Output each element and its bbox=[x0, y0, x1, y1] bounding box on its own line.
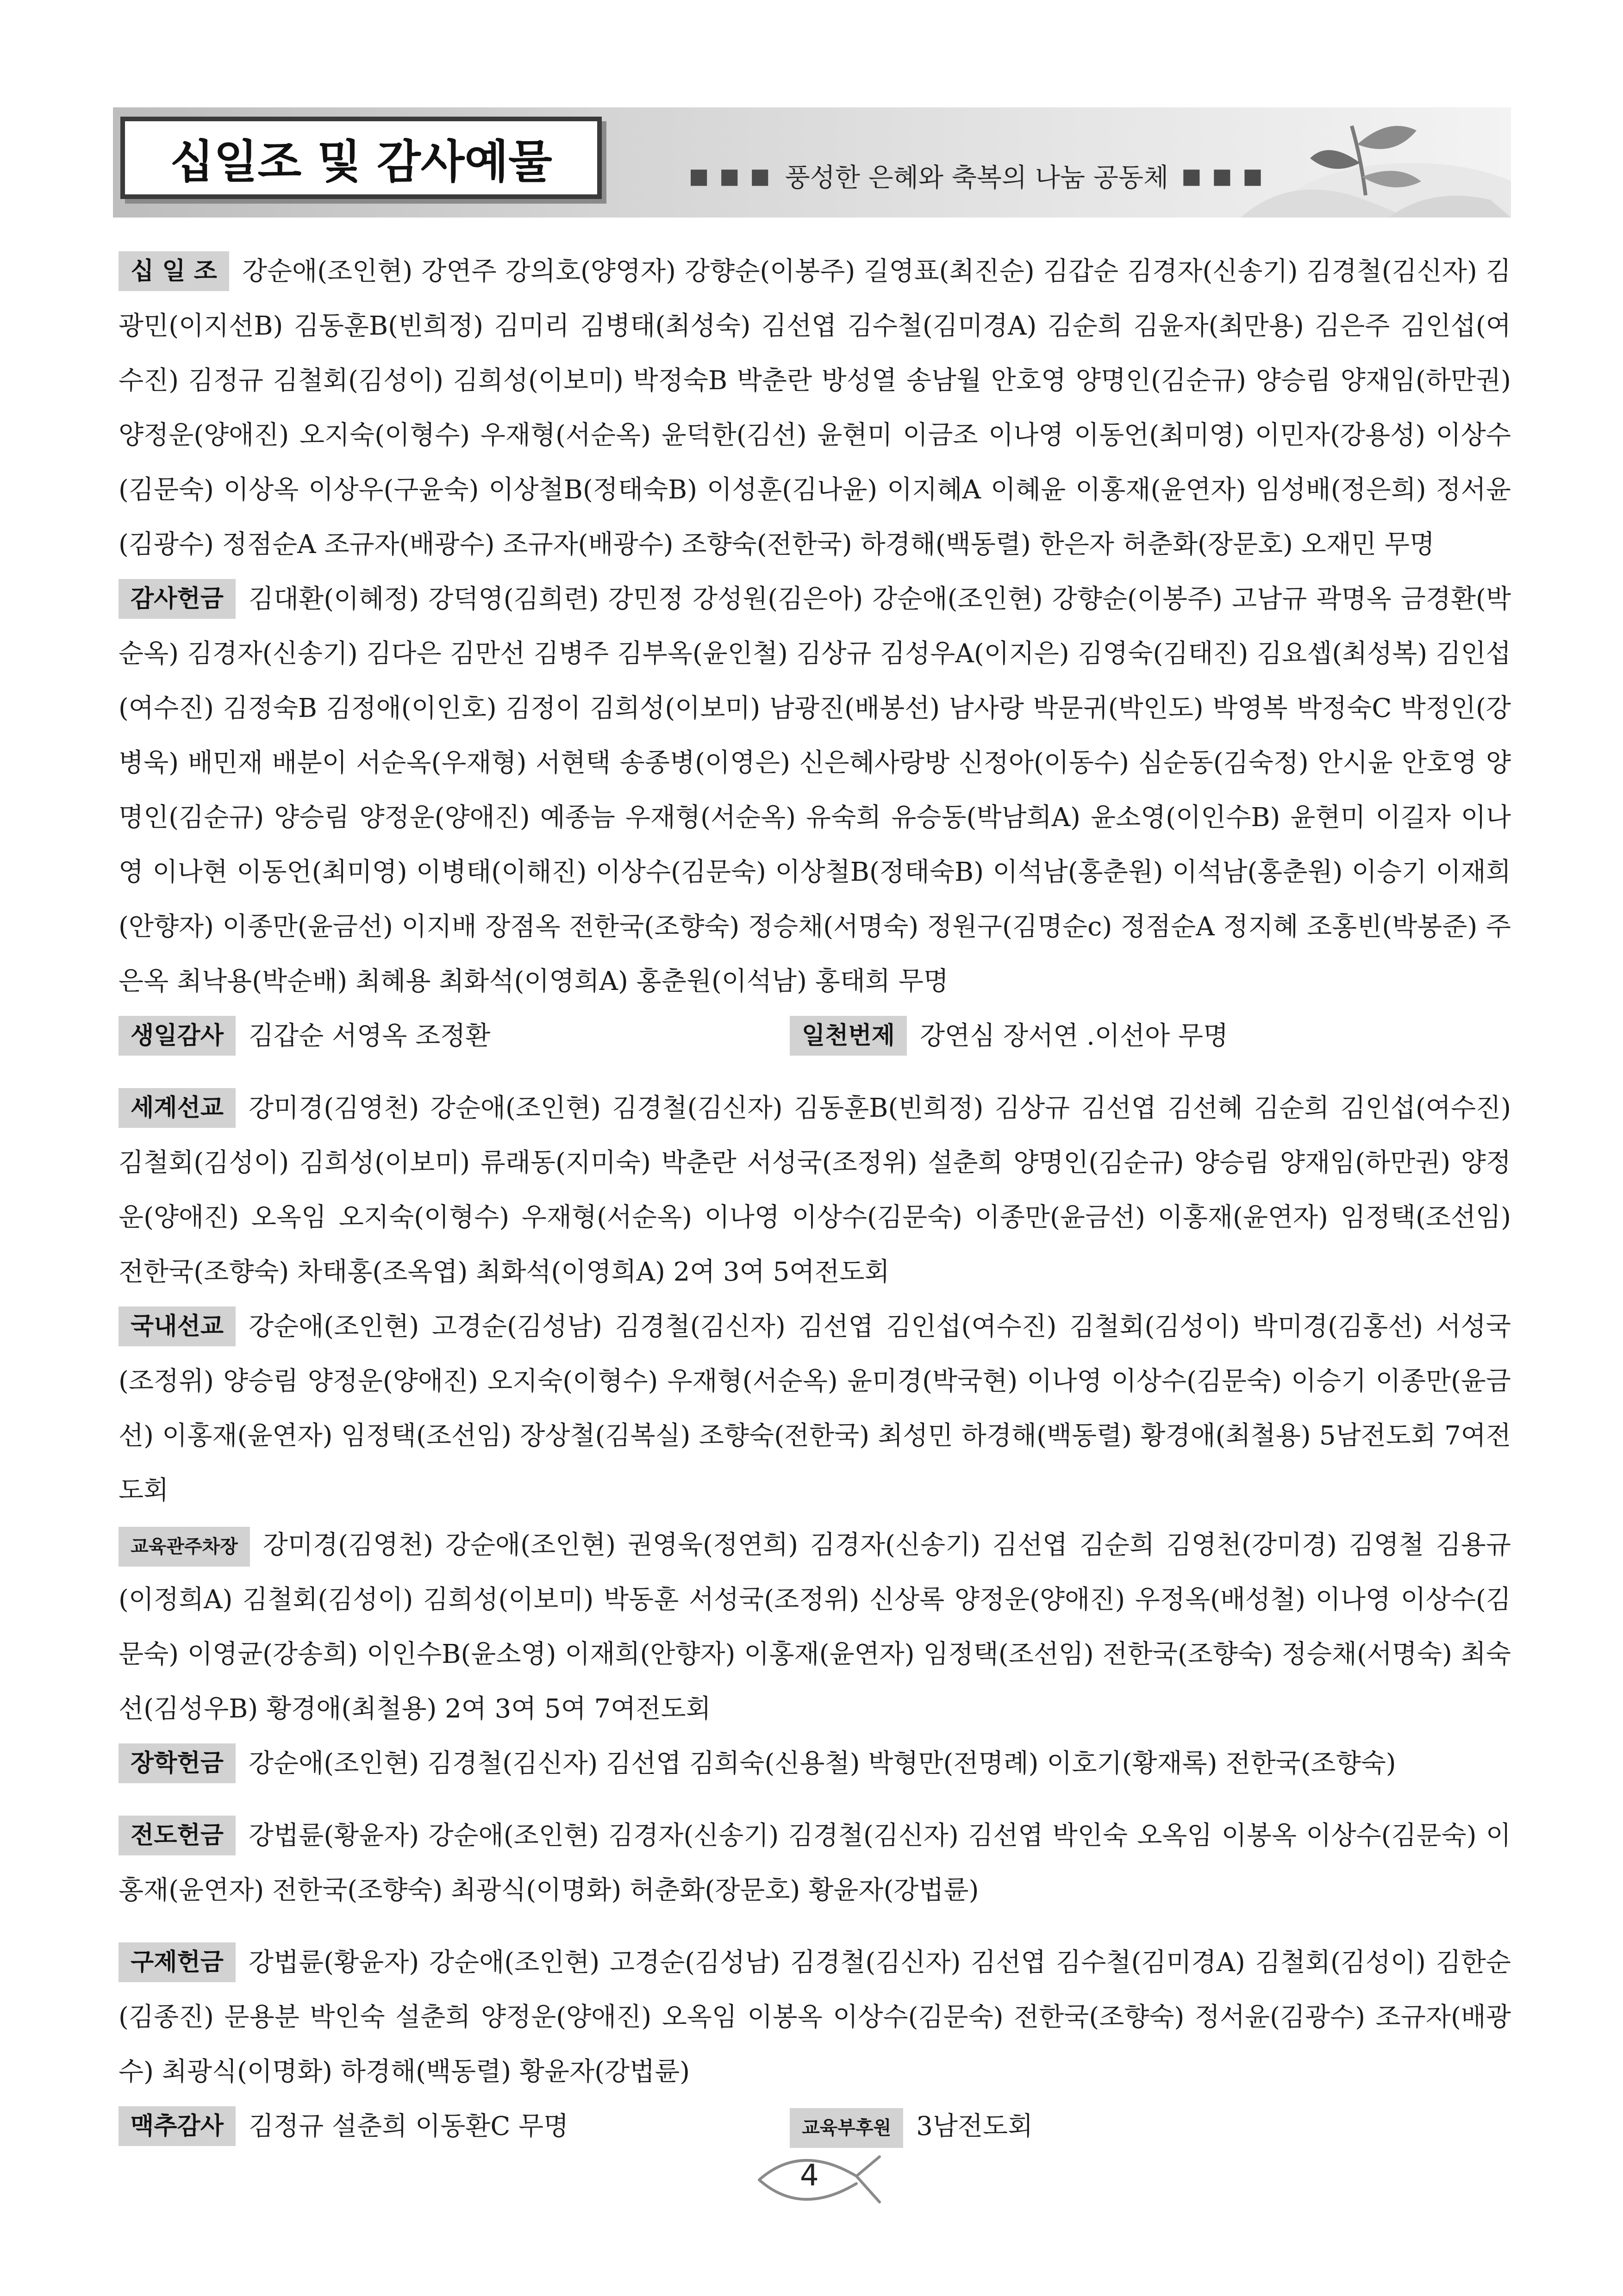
section-thanks-offering bbox=[119, 572, 1511, 1009]
section-label: 감사헌금 bbox=[119, 579, 236, 619]
section-world-mission bbox=[119, 1081, 1511, 1300]
offering-list bbox=[119, 244, 1511, 2154]
section-evangelism bbox=[119, 1809, 1511, 1918]
section-label: 일천번제 bbox=[790, 1016, 907, 1056]
section-thousandth bbox=[790, 1009, 1511, 1064]
section-names: 김정규 설춘희 이동환C 무명 bbox=[248, 2111, 569, 2141]
section-names: 강순애(조인현) 강연주 강의호(양영자) 강향순(이봉주) 길영표(최진순) 김갑순 김경자(신송기) 김경철(김신자) 김광민(이지선B) 김동훈B(빈희정) 김미리 김병태(최성숙) 김선엽 김수철(김미경A) 김순희 김윤자(최만용) 김은주 김인섭(여수진) 김정규 김철회(김성이) 김희성(이보미) 박정숙B 박춘란 방성열 송남월 안호영 양명인(김순규) 양승림 양재임(하만권) 양정운(양애진) 오지숙(이형수) 우재형(서순옥) 윤덕한(김선) 윤현미 이금조 이나영 이동언(최미영) 이민자(강용성) 이상수(김문숙) 이상옥 이상우(구윤숙) 이상철B(정태숙B) 이성훈(김나윤) 이지혜A 이혜윤 이홍재(윤연자) 임성배(정은희) 정서윤(김광수) 정점순A 조규자(배광수) 조규자(배광수) 조향숙(전한국) 하경해(백동렬) 한은자 허춘화(장문호) 오재민 무명 bbox=[119, 256, 1511, 560]
section-relief bbox=[119, 1935, 1511, 2099]
fish-icon bbox=[750, 2147, 889, 2212]
subtitle-dots-right: ■ ■ ■ bbox=[1181, 163, 1265, 188]
section-birthday bbox=[119, 1009, 790, 1064]
page-subtitle bbox=[676, 153, 1278, 199]
section-label: 맥추감사 bbox=[119, 2106, 236, 2146]
section-names: 강법륜(황윤자) 강순애(조인현) 김경자(신송기) 김경철(김신자) 김선엽 박인숙 오옥임 이봉옥 이상수(김문숙) 이홍재(윤연자) 전한국(조향숙) 최광식(이명화) 허춘화(장문호) 황윤자(강법륜) bbox=[119, 1821, 1511, 1905]
section-names: 강순애(조인현) 김경철(김신자) 김선엽 김희숙(신용철) 박형만(전명례) 이호기(황재록) 전한국(조향숙) bbox=[248, 1748, 1396, 1779]
section-education-support bbox=[790, 2099, 1511, 2154]
section-scholarship bbox=[119, 1736, 1511, 1791]
page-number bbox=[750, 2147, 889, 2212]
section-wheat-thanks bbox=[119, 2099, 790, 2154]
section-names: 강미경(김영천) 강순애(조인현) 김경철(김신자) 김동훈B(빈희정) 김상규 김선엽 김선혜 김순희 김인섭(여수진) 김철회(김성이) 김희성(이보미) 류래동(지미숙) 박춘란 서성국(조정위) 설춘희 양명인(김순규) 양승림 양재임(하만권) 양정운(양애진) 오옥임 오지숙(이형수) 우재형(서순옥) 이나영 이상수(김문숙) 이종만(윤금선) 이홍재(윤연자) 임정택(조선임) 전한국(조향숙) 차태홍(조옥엽) 최화석(이영희A) 2여 3여 5여전도회 bbox=[119, 1093, 1511, 1287]
section-label: 교육부후원 bbox=[790, 2108, 903, 2148]
section-education-parking bbox=[119, 1518, 1511, 1736]
section-names: 김갑순 서영옥 조정환 bbox=[248, 1021, 491, 1051]
section-label: 생일감사 bbox=[119, 1016, 236, 1056]
section-tithe bbox=[119, 244, 1511, 572]
section-names: 강연심 장서연 .이선아 무명 bbox=[919, 1021, 1229, 1051]
section-label: 국내선교 bbox=[119, 1307, 236, 1346]
section-names: 강순애(조인현) 고경순(김성남) 김경철(김신자) 김선엽 김인섭(여수진) 김철회(김성이) 박미경(김홍선) 서성국(조정위) 양승림 양정운(양애진) 오지숙(이형수) 우재형(서순옥) 윤미경(박국현) 이나영 이상수(김문숙) 이승기 이종만(윤금선) 이홍재(윤연자) 임정택(조선임) 장상철(김복실) 조향숙(전한국) 최성민 하경해(백동렬) 황경애(최철용) 5남전도회 7여전도회 bbox=[119, 1312, 1511, 1506]
subtitle-text: 풍성한 은혜와 축복의 나눔 공동체 bbox=[785, 163, 1169, 193]
section-label: 구제헌금 bbox=[119, 1942, 236, 1982]
section-names: 강법륜(황윤자) 강순애(조인현) 고경순(김성남) 김경철(김신자) 김선엽 김수철(김미경A) 김철회(김성이) 김한순(김종진) 문용분 박인숙 설춘희 양정운(양애진) 오옥임 이봉옥 이상수(김문숙) 전한국(조향숙) 정서윤(김광수) 조규자(배광수) 최광식(이명화) 하경해(백동렬) 황윤자(강법륜) bbox=[119, 1948, 1511, 2087]
section-label: 십 일 조 bbox=[119, 251, 229, 291]
section-label: 전도헌금 bbox=[119, 1816, 236, 1855]
subtitle-dots-left: ■ ■ ■ bbox=[689, 163, 772, 188]
page-number-text: 4 bbox=[800, 2159, 819, 2193]
section-label: 교육관주차장 bbox=[119, 1527, 250, 1567]
row-wheat-education bbox=[119, 2099, 1511, 2154]
section-label: 세계선교 bbox=[119, 1088, 236, 1128]
row-birthday-thousandth bbox=[119, 1009, 1511, 1064]
section-names: 김대환(이혜정) 강덕영(김희련) 강민정 강성원(김은아) 강순애(조인현) 강향순(이봉주) 고남규 곽명옥 금경환(박순옥) 김경자(신송기) 김다은 김만선 김병주 김부옥(윤인철) 김상규 김성우A(이지은) 김영숙(김태진) 김요셉(최성복) 김인섭(여수진) 김정숙B 김정애(이인호) 김정이 김희성(이보미) 남광진(배봉선) 남사랑 박문귀(박인도) 박영복 박정숙C 박정인(강병욱) 배민재 배분이 서순옥(우재형) 서현택 송종병(이영은) 신은혜사랑방 신정아(이동수) 심순동(김숙정) 안시윤 안호영 양명인(김순규) 양승림 양정운(양애진) 예종늠 우재형(서순옥) 유숙희 유승동(박남희A) 윤소영(이인수B) 윤현미 이길자 이나영 이나현 이동언(최미영) 이병태(이해진) 이상수(김문숙) 이상철B(정태숙B) 이석남(홍춘원) 이석남(홍춘원) 이승기 이재희(안향자) 이종만(윤금선) 이지배 장점옥 전한국(조향숙) 정승채(서명숙) 정원구(김명순c) 정점순A 정지혜 조홍빈(박봉준) 주은옥 최낙용(박순배) 최혜용 최화석(이영희A) 홍춘원(이석남) 홍태희 무명 bbox=[119, 584, 1511, 996]
page-title: 십일조 및 감사예물 bbox=[120, 117, 602, 199]
section-domestic-mission bbox=[119, 1300, 1511, 1518]
section-label: 장학헌금 bbox=[119, 1743, 236, 1783]
section-names: 강미경(김영천) 강순애(조인현) 권영욱(정연희) 김경자(신송기) 김선엽 김순희 김영천(강미경) 김영철 김용규(이정희A) 김철회(김성이) 김희성(이보미) 박동훈 서성국(조정위) 신상록 양정운(양애진) 우정옥(배성철) 이나영 이상수(김문숙) 이영균(강송희) 이인수B(윤소영) 이재희(안향자) 이홍재(윤연자) 임정택(조선임) 전한국(조향숙) 정승채(서명숙) 최숙선(김성우B) 황경애(최철용) 2여 3여 5여 7여전도회 bbox=[119, 1530, 1511, 1724]
section-names: 3남전도회 bbox=[916, 2111, 1033, 2141]
